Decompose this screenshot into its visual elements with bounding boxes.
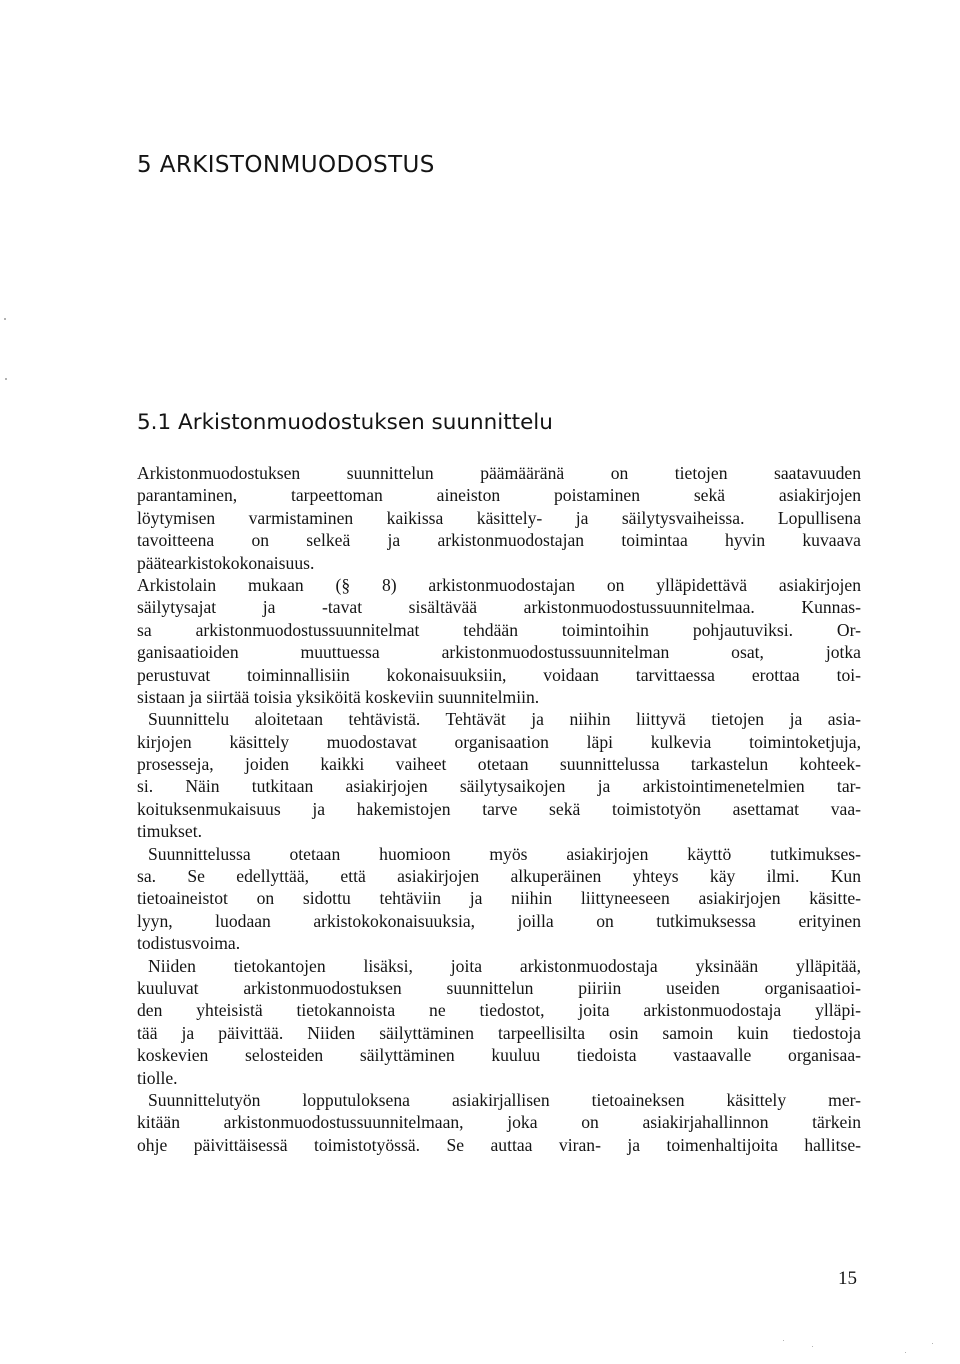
- paragraph: [137, 1089, 861, 1156]
- text-line: sa arkistonmuodostussuunnitelmat tehdään toimintoihin pohjautuviksi. Or-: [137, 619, 861, 640]
- text-line: si. Näin tutkitaan asiakirjojen säilytysaikojen ja arkistointimenetelmien tar-: [137, 776, 861, 797]
- text-line: kirjojen käsittely muodostavat organisaation läpi kulkevia toimintoketjuja,: [137, 731, 861, 752]
- body-text: [137, 462, 861, 1156]
- scan-speck: [905, 1352, 906, 1353]
- text-line: den yhteisistä tietokannoista ne tiedostot, joita arkistonmuodostaja ylläpi-: [137, 1000, 861, 1021]
- text-line: päätearkistokokonaisuus.: [137, 552, 315, 573]
- text-line: ohje päivittäisessä toimistotyössä. Se auttaa viran- ja toimenhaltijoita hallitse-: [137, 1134, 861, 1155]
- text-line: Arkistonmuodostuksen suunnittelun päämääränä on tietojen saatavuuden: [137, 463, 861, 483]
- chapter-heading: 5 ARKISTONMUODOSTUS: [137, 152, 435, 178]
- text-line: tää ja päivittää. Niiden säilyttäminen tarpeellisilta osin samoin kuin tiedostoja: [137, 1022, 861, 1043]
- text-line: löytymisen varmistaminen kaikissa käsittely- ja säilytysvaiheissa. Lopullisena: [137, 507, 861, 528]
- paragraph: [137, 708, 861, 842]
- text-line: Suunnittelussa otetaan huomioon myös asiakirjojen käyttö tutkimukses-: [148, 843, 861, 864]
- scan-speck: [4, 318, 6, 320]
- text-line: tiolle.: [137, 1067, 178, 1088]
- text-line: Suunnittelu aloitetaan tehtävistä. Tehtävät ja niihin liittyvä tietojen ja asia-: [148, 709, 861, 730]
- text-line: Niiden tietokantojen lisäksi, joita arkistonmuodostaja yksinään ylläpitää,: [148, 955, 861, 976]
- text-line: tavoitteena on selkeä ja arkistonmuodostajan toimintaa hyvin kuvaava: [137, 530, 861, 551]
- text-line: todistusvoima.: [137, 933, 241, 954]
- paragraph: [137, 462, 861, 574]
- text-line: perustuvat toiminnallisiin kokonaisuuksiin, voidaan tarvittaessa erottaa toi-: [137, 664, 861, 685]
- text-line: parantaminen, tarpeettoman aineiston poistaminen sekä asiakirjojen: [137, 485, 861, 506]
- text-line: ganisaatioiden muuttuessa arkistonmuodostussuunnitelman osat, jotka: [137, 642, 861, 663]
- text-line: kitään arkistonmuodostussuunnitelmaan, joka on asiakirjahallinnon tärkein: [137, 1112, 861, 1133]
- text-line: sa. Se edellyttää, että asiakirjojen alkuperäinen yhteys käy ilmi. Kun: [137, 866, 861, 887]
- scan-speck: [932, 1343, 933, 1344]
- text-line: Suunnittelutyön lopputuloksena asiakirjallisen tietoaineksen käsittely mer-: [148, 1089, 861, 1110]
- text-line: lyyn, luodaan arkistokokonaisuuksia, joilla on tutkimuksessa erityinen: [137, 910, 861, 931]
- text-line: sistaan ja siirtää toisia yksiköitä koskeviin suunnitelmiin.: [137, 686, 540, 707]
- text-line: tietoaineistot on sidottu tehtäviin ja niihin liittyneeseen asiakirjojen käsitte-: [137, 888, 861, 909]
- text-line: prosesseja, joiden kaikki vaiheet otetaan suunnittelussa tarkastelun kohteek-: [137, 754, 861, 775]
- text-line: kuuluvat arkistonmuodostuksen suunnittelun piiriin useiden organisaatioi-: [137, 977, 861, 998]
- scan-speck: [783, 1340, 784, 1341]
- paragraph: [137, 955, 861, 1089]
- paragraph: [137, 843, 861, 955]
- section-heading: 5.1 Arkistonmuodostuksen suunnittelu: [137, 410, 553, 435]
- text-line: Arkistolain mukaan (§ 8) arkistonmuodostajan on ylläpidettävä asiakirjojen: [137, 574, 861, 595]
- scan-speck: [5, 378, 7, 380]
- text-line: koituksenmukaisuus ja hakemistojen tarve sekä toimistotyön asettamat vaa-: [137, 798, 861, 819]
- page-number: 15: [838, 1268, 857, 1289]
- text-line: timukset.: [137, 821, 202, 842]
- text-line: koskevien selosteiden säilyttäminen kuuluu tiedoista vastaavalle organisaa-: [137, 1045, 861, 1066]
- text-line: säilytysajat ja -tavat sisältävää arkistonmuodostussuunnitelmaa. Kunnas-: [137, 597, 861, 618]
- paragraph: [137, 574, 861, 708]
- scan-speck: [812, 1346, 813, 1347]
